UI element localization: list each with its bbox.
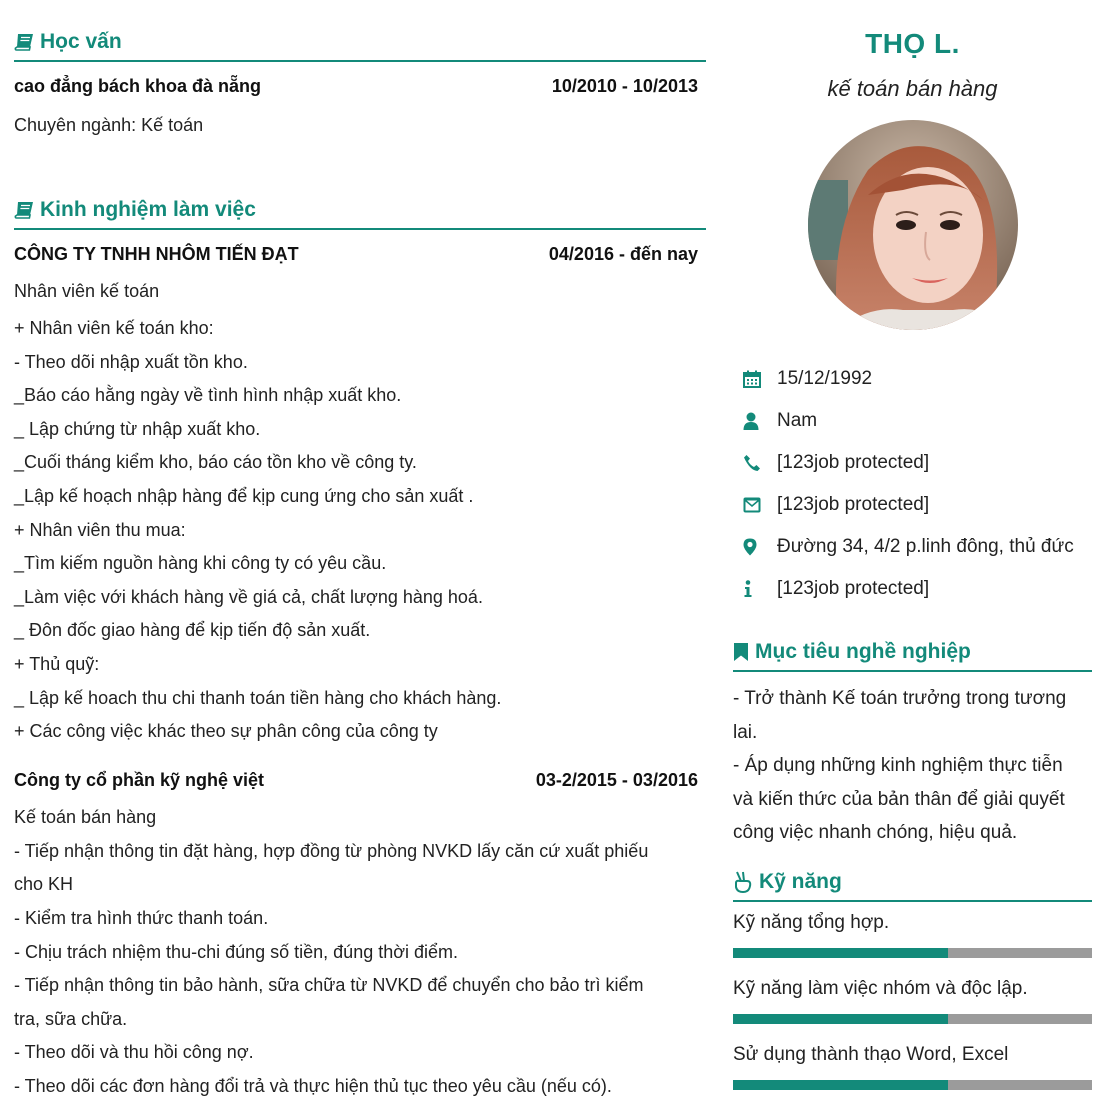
right-column <box>733 0 1092 1090</box>
phone-icon <box>743 454 777 472</box>
email-text: [123job protected] <box>777 494 930 515</box>
description-line: + Các công việc khác theo sự phân công của công ty <box>14 721 438 742</box>
birthday-item <box>743 358 1092 400</box>
skill-item <box>733 912 1092 958</box>
description-line: _Lập kế hoạch nhập hàng để kịp cung ứng cho sản xuất . <box>14 485 474 506</box>
skill-label: Sử dụng thành thạo Word, Excel <box>733 1043 1009 1065</box>
description-line: - Theo dõi và thu hồi công nợ. <box>14 1042 254 1063</box>
goal-heading <box>733 640 1092 672</box>
description-line: - Tiếp nhận thông tin bảo hành, sữa chữa từ NVKD để chuyển cho bảo trì kiểm <box>14 975 644 996</box>
skill-item <box>733 1044 1092 1090</box>
job-description <box>14 312 706 749</box>
description-line: _Báo cáo hằng ngày về tình hình nhập xuất kho. <box>14 385 402 406</box>
contact-info <box>733 358 1092 610</box>
education-major: Chuyên ngành: Kế toán <box>14 115 204 135</box>
calendar-icon <box>743 370 777 388</box>
skill-label: Kỹ năng làm việc nhóm và độc lập. <box>733 977 1028 999</box>
description-line: _ Lập kế hoach thu chi thanh toán tiền hàng cho khách hàng. <box>14 687 502 708</box>
birthday-text: 15/12/1992 <box>777 368 873 389</box>
description-line: _Làm việc với khách hàng về giá cả, chất lượng hàng hoá. <box>14 586 483 607</box>
skill-bar-fill <box>733 1014 948 1024</box>
description-line: _ Đôn đốc giao hàng để kịp tiến độ sản xuất. <box>14 620 371 641</box>
description-line: tra, sữa chữa. <box>14 1008 128 1029</box>
goal-line: lai. <box>733 721 758 743</box>
book-icon <box>14 33 34 51</box>
goal-line: - Áp dụng những kinh nghiệm thực tiễn <box>733 755 1063 777</box>
description-line: - Theo dõi các đơn hàng đổi trả và thực hiện thủ tục theo yêu cầu (nếu có). <box>14 1075 612 1096</box>
job-header <box>14 770 706 791</box>
phone-item <box>743 442 1092 484</box>
goal-line: - Trở thành Kế toán trưởng trong tương <box>733 688 1067 709</box>
experience-heading <box>14 198 706 230</box>
user-icon <box>743 412 777 430</box>
description-line: _Cuối tháng kiểm kho, báo cáo tồn kho về công ty. <box>14 452 417 473</box>
skill-item <box>733 978 1092 1024</box>
job-title: Nhân viên kế toán <box>14 281 160 301</box>
experience-heading-text: Kinh nghiệm làm việc <box>40 198 256 221</box>
job-period: 04/2016 - đến nay <box>548 244 698 264</box>
avatar-container <box>733 120 1092 330</box>
skill-bar <box>733 948 1092 958</box>
skill-bar-fill <box>733 948 948 958</box>
description-line: - Kiểm tra hình thức thanh toán. <box>14 907 269 928</box>
education-period: 10/2010 - 10/2013 <box>551 76 698 96</box>
description-line: cho KH <box>14 874 74 895</box>
education-heading <box>14 30 706 62</box>
goal-text <box>733 682 1092 850</box>
education-heading-text: Học vấn <box>40 30 122 53</box>
candidate-job-title: kế toán bán hàng <box>827 76 998 101</box>
description-line: + Thủ quỹ: <box>14 653 100 674</box>
skill-bar <box>733 1014 1092 1024</box>
envelope-icon <box>743 497 777 513</box>
map-marker-icon <box>743 538 777 556</box>
description-line: + Nhân viên thu mua: <box>14 519 186 540</box>
description-line: - Tiếp nhận thông tin đặt hàng, hợp đồng từ phòng NVKD lấy căn cứ xuất phiếu <box>14 840 649 861</box>
skills-heading-text: Kỹ năng <box>759 869 842 893</box>
description-line: - Chịu trách nhiệm thu-chi đúng số tiền, đúng thời điểm. <box>14 941 459 962</box>
company-name: Công ty cổ phần kỹ nghệ việt <box>14 769 265 790</box>
job-title: Kế toán bán hàng <box>14 806 157 827</box>
company-name: CÔNG TY TNHH NHÔM TIẾN ĐẠT <box>14 244 299 264</box>
goal-line: công việc nhanh chóng, hiệu quả. <box>733 822 1018 844</box>
gender-text: Nam <box>777 410 818 431</box>
phone-text: [123job protected] <box>777 452 930 473</box>
goal-heading-text: Mục tiêu nghề nghiệp <box>755 640 971 663</box>
goal-line: và kiến thức của bản thân để giải quyết <box>733 788 1065 810</box>
extra-item <box>743 568 1092 610</box>
description-line: _ Lập chứng từ nhập xuất kho. <box>14 418 261 439</box>
job-description <box>14 835 706 1104</box>
left-column <box>14 0 706 1103</box>
job-header <box>14 244 706 265</box>
bookmark-icon <box>733 642 749 662</box>
description-line: _Tìm kiếm nguồn hàng khi công ty có yêu cầu. <box>14 553 387 574</box>
candidate-name: THỌ L. <box>865 28 960 59</box>
education-entry <box>14 76 706 97</box>
book-icon <box>14 201 34 219</box>
school-name: cao đẳng bách khoa đà nẵng <box>14 76 262 96</box>
skill-bar <box>733 1080 1092 1090</box>
description-line: + Nhân viên kế toán kho: <box>14 318 214 338</box>
info-icon <box>743 580 777 598</box>
address-item <box>743 526 1092 568</box>
email-item <box>743 484 1092 526</box>
skill-bar-fill <box>733 1080 948 1090</box>
address-text: Đường 34, 4/2 p.linh đông, thủ đức <box>777 536 1074 557</box>
description-line: - Theo dõi nhập xuất tồn kho. <box>14 351 248 372</box>
skill-label: Kỹ năng tổng hợp. <box>733 911 890 933</box>
extra-text: [123job protected] <box>777 578 930 599</box>
skills-heading <box>733 870 1092 902</box>
job-period: 03-2/2015 - 03/2016 <box>535 769 698 790</box>
peace-hand-icon <box>733 871 753 893</box>
avatar <box>808 120 1018 330</box>
gender-item <box>743 400 1092 442</box>
